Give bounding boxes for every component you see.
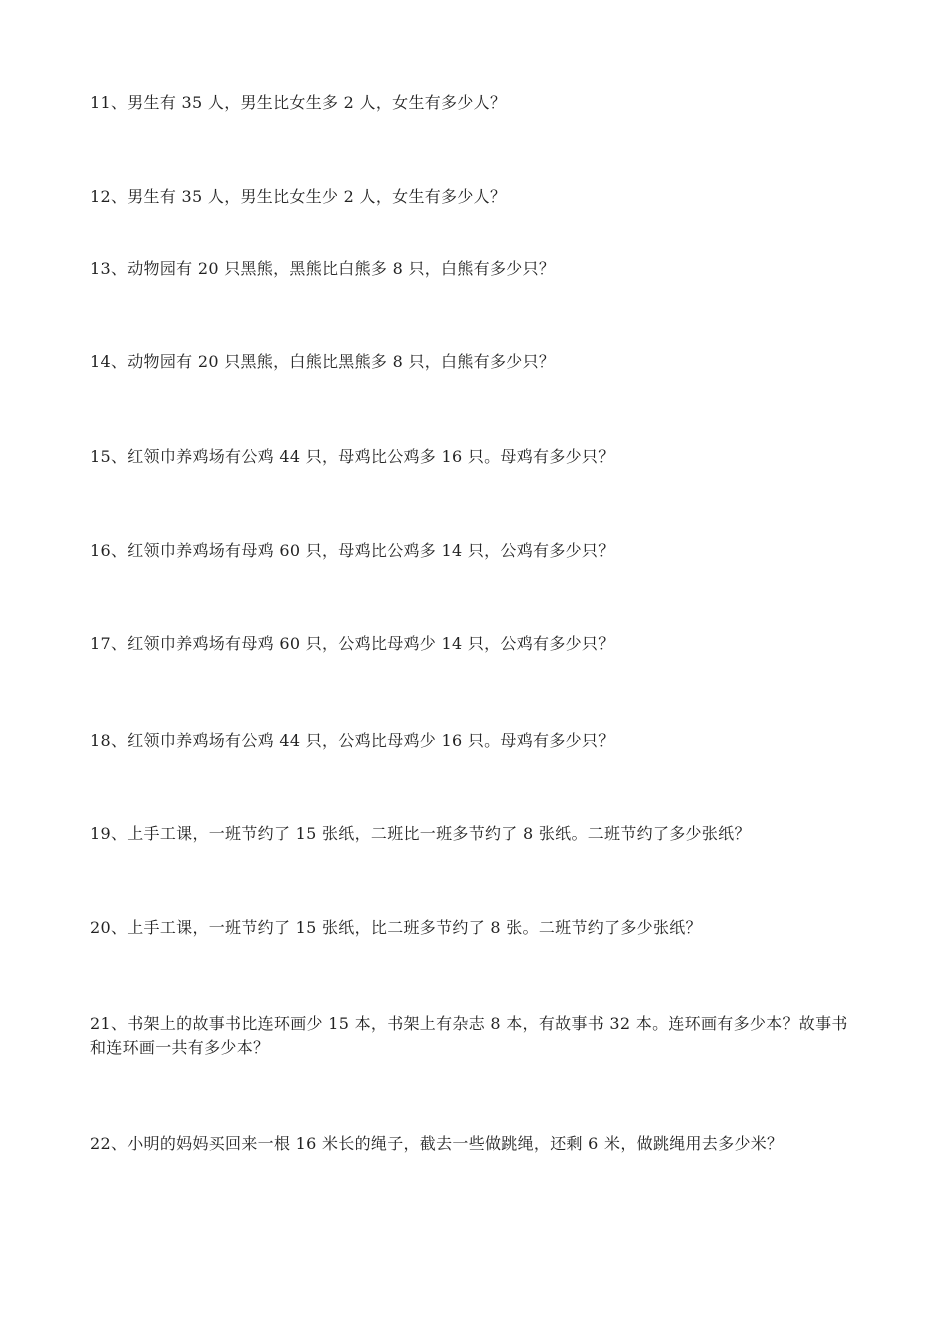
question-14: 14、动物园有 20 只黑熊，白熊比黑熊多 8 只，白熊有多少只？ bbox=[90, 352, 556, 371]
question-15: 15、红领巾养鸡场有公鸡 44 只，母鸡比公鸡多 16 只。母鸡有多少只？ bbox=[90, 447, 615, 466]
question-12: 12、男生有 35 人，男生比女生少 2 人，女生有多少人？ bbox=[90, 187, 507, 206]
question-18: 18、红领巾养鸡场有公鸡 44 只，公鸡比母鸡少 16 只。母鸡有多少只？ bbox=[90, 731, 615, 750]
question-22: 22、小明的妈妈买回来一根 16 米长的绳子，截去一些做跳绳，还剩 6 米，做跳绳用去多少米？ bbox=[90, 1134, 784, 1153]
question-21: 21、书架上的故事书比连环画少 15 本，书架上有杂志 8 本，有故事书 32 本。连环画有多少本？故事书和连环画一共有多少本？ bbox=[90, 1014, 848, 1057]
question-19: 19、上手工课，一班节约了 15 张纸，二班比一班多节约了 8 张纸。二班节约了多少张纸？ bbox=[90, 824, 751, 843]
question-17: 17、红领巾养鸡场有母鸡 60 只，公鸡比母鸡少 14 只，公鸡有多少只？ bbox=[90, 634, 615, 653]
question-20: 20、上手工课，一班节约了 15 张纸，比二班多节约了 8 张。二班节约了多少张纸？ bbox=[90, 918, 702, 937]
question-13: 13、动物园有 20 只黑熊，黑熊比白熊多 8 只，白熊有多少只？ bbox=[90, 259, 556, 278]
question-11: 11、男生有 35 人，男生比女生多 2 人，女生有多少人？ bbox=[90, 93, 507, 112]
question-16: 16、红领巾养鸡场有母鸡 60 只，母鸡比公鸡多 14 只，公鸡有多少只？ bbox=[90, 541, 615, 560]
